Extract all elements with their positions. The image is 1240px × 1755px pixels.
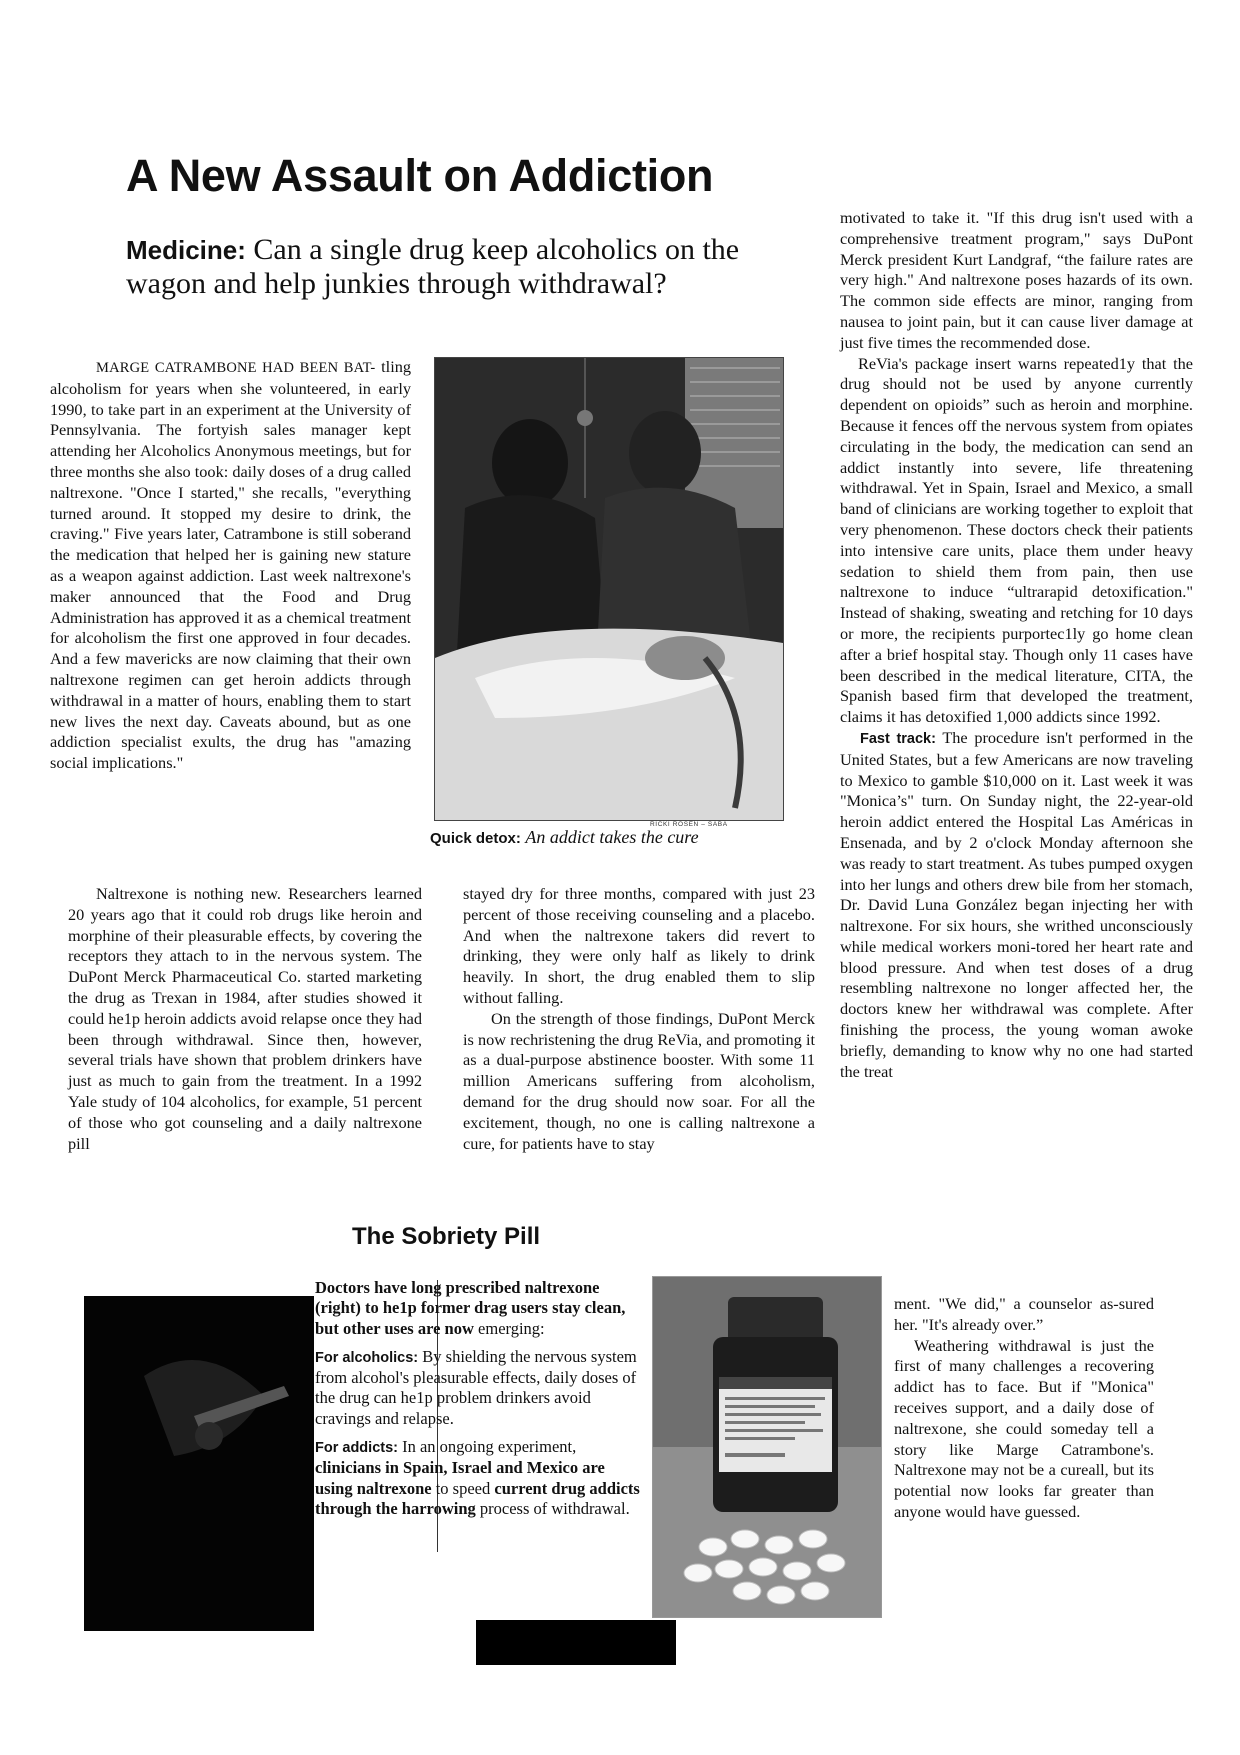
photo-credit: RICKI ROSEN – SABA	[650, 821, 728, 828]
column-3	[840, 208, 1193, 1082]
sidebar-text-addicts-2: to speed	[435, 1478, 491, 1498]
deck-text: Can a single drug keep alcoholics on the wagon and help junkies through withdrawal?	[126, 233, 740, 300]
photo-detox-illustration	[435, 358, 783, 820]
sidebar-title: The Sobriety Pill	[352, 1223, 541, 1250]
photo-detox-patient	[434, 357, 784, 821]
sidebar-intro	[315, 1278, 645, 1339]
deck	[126, 233, 806, 301]
photo-dark-injection	[84, 1296, 314, 1631]
paragraph-text: The procedure isn't performed in the United States, but a few Americans are now traveling to Mexico to gamble $10,000 on it. Last week it was "Monica’s" turn. On Sunday night, the 22-year-old heroin addict entered the Hospital Las Américas in Ensenada, and by 2 o'clock Monday afternoon she was ready to start treatment. As tubes pumped oxygen into her lungs and others drew bile from her stomach, Dr. David Luna González began injecting her with naltrexone. For six hours, she writhed unconsciously while medical workers moni-tored her heart rate and blood pressure. And when test doses of a drug resembling naltrexone no longer affected her, the doctors knew her withdrawal was complete. After finishing the process, the young woman awoke briefly, demanding to know why no one had started the treat	[840, 727, 1193, 1081]
column-2-bottom	[463, 884, 815, 1154]
sidebar-text-addicts-3: process of withdrawal.	[479, 1498, 630, 1518]
photo-pill-bottle	[652, 1276, 882, 1618]
column-1-bottom	[68, 884, 422, 1154]
paragraph: stayed dry for three months, compared with just 23 percent of those receiving counseling and a placebo. And when the naltrexone takers did revert to drinking, they were only half as likely to drink heavily. In short, the drug enabled them to slip without falling.	[463, 884, 815, 1007]
caption-text: An addict takes the cure	[525, 827, 699, 847]
paragraph: ment. "We did," a counselor as-sured her. "It's already over.”	[894, 1294, 1154, 1334]
sidebar-text-alcoholics: By shielding the nervous system from alcohol's pleasurable effects, daily doses of the drug can he1p problem drinkers avoid cravings and relapse.	[315, 1346, 637, 1428]
sidebar-text-addicts-1: In an ongoing experiment,	[402, 1437, 577, 1457]
column-3-bottom	[894, 1294, 1154, 1523]
redaction-block	[476, 1620, 676, 1665]
headline: A New Assault on Addiction	[126, 150, 714, 201]
paragraph: On the strength of those findings, DuPont Merck is now rechristening the drug ReVia, and promoting it as a dual-purpose abstinence booster. With some 11 million Americans suffering from alcoholism, demand for the drug should now soar. For all the excitement, though, no one is calling naltrexone a cure, for patients have to stay	[463, 1008, 815, 1153]
paragraph: ReVia's package insert warns repeated1y that the drug should not be used by anyone currently dependent on opioids” such as heroin and morphine. Because it fences off the nervous system from opiates circulating in the body, the medication can send an addict instantly into severe, life threatening withdrawal. Yet in Spain, Israel and Mexico, a small band of clinicians are working together to exploit that very phenomenon. These doctors check their patients into intensive care units, place them under heavy sedation to shield them from pain, then use naltrexone to induce “ultrarapid detoxification." Instead of shaking, sweating and retching for 10 days or more, the recipients purportec1ly go home clean after a brief hospital stay. Though only 11 cases have been described in the medical literature, CITA, the Spanish based firm that developed the treatment, claims it has detoxified 1,000 addicts since 1992.	[840, 353, 1193, 727]
sidebar-box	[315, 1278, 645, 1527]
sidebar-intro-bold: Doctors have long prescribed naltrexone (right) to he1p former drag users stay clean, but other uses are now	[315, 1278, 626, 1338]
caption-label: Quick detox:	[430, 830, 521, 847]
sidebar-addicts	[315, 1437, 645, 1519]
paragraph: Weathering withdrawal is just the first of many challenges a recovering addict has to face. But if "Monica" receives support, and a daily dose of naltrexone, she could someday tell a story like Marge Catrambone's. Naltrexone may not be a cureall, but its potential now looks far greater than anyone would have guessed.	[894, 1335, 1154, 1521]
sidebar-alcoholics	[315, 1347, 645, 1429]
photo-caption	[430, 827, 699, 848]
deck-kicker: Medicine:	[126, 235, 246, 265]
lead-paragraph	[50, 357, 411, 774]
sidebar-label-addicts: For addicts:	[315, 1440, 398, 1457]
sidebar-bold-addicts-2: current drug addicts through the harrowing	[315, 1478, 640, 1518]
lead-caps: MARGE CATRAMBONE HAD BEEN BAT-	[96, 360, 376, 376]
photo-dark-illustration	[84, 1296, 314, 1631]
sidebar-intro-rest: emerging:	[478, 1318, 545, 1338]
column-1-top	[50, 357, 411, 774]
lead-text: tling alcoholism for years when she volunteered, in early 1990, to take part in an experiment at the University of Pennsylvania. The fortyish sales manager kept attending her Alcoholics Anonymous meetings, but for three months she also took: daily doses of a drug called naltrexone. "Once I started," she recalls, "everything turned around. It stopped my desire to drink, the craving." Five years later, Catrambone is still soberand the medication that helped her is gaining new stature as a weapon against addiction. Last week naltrexone's maker announced that the Food and Drug Administration has approved it as a chemical treatment for alcoholism the first one approved in four decades. And a few mavericks are now claiming that their own naltrexone regimen can get heroin addicts through withdrawal in a matter of hours, enabling them to start new lives the next day. Caveats abound, but as one addiction specialist exults, the drug has "amazing social implications."	[50, 357, 411, 773]
sidebar-label-alcoholics: For alcoholics:	[315, 1349, 419, 1366]
paragraph: Naltrexone is nothing new. Researchers learned 20 years ago that it could rob drugs like heroin and morphine of their pleasurable effects, by covering the receptors they attach to in the nervous system. The DuPont Merck Pharmaceutical Co. started marketing the drug as Trexan in 1984, after studies showed it could he1p heroin addicts avoid relapse once they had been through withdrawal. Since then, however, several trials have shown that problem drinkers have just as much to gain from the treatment. In a 1992 Yale study of 104 alcoholics, for example, 51 percent of those who got counseling and a daily naltrexone pill	[68, 884, 422, 1153]
sidebar-bold-addicts-1: clinicians in Spain, Israel and Mexico are using naltrexone	[315, 1458, 605, 1498]
paragraph: motivated to take it. "If this drug isn't used with a comprehensive treatment program," says DuPont Merck president Kurt Landgraf, “the failure rates are very high." And naltrexone poses hazards of its own. The common side effects are minor, ranging from nausea to joint pain, but it can cause liver damage at just five times the recommended dose.	[840, 208, 1193, 352]
paragraph	[840, 728, 1193, 1083]
pill-bottle-illustration	[653, 1277, 881, 1617]
subhead-fast-track: Fast track:	[860, 730, 936, 747]
